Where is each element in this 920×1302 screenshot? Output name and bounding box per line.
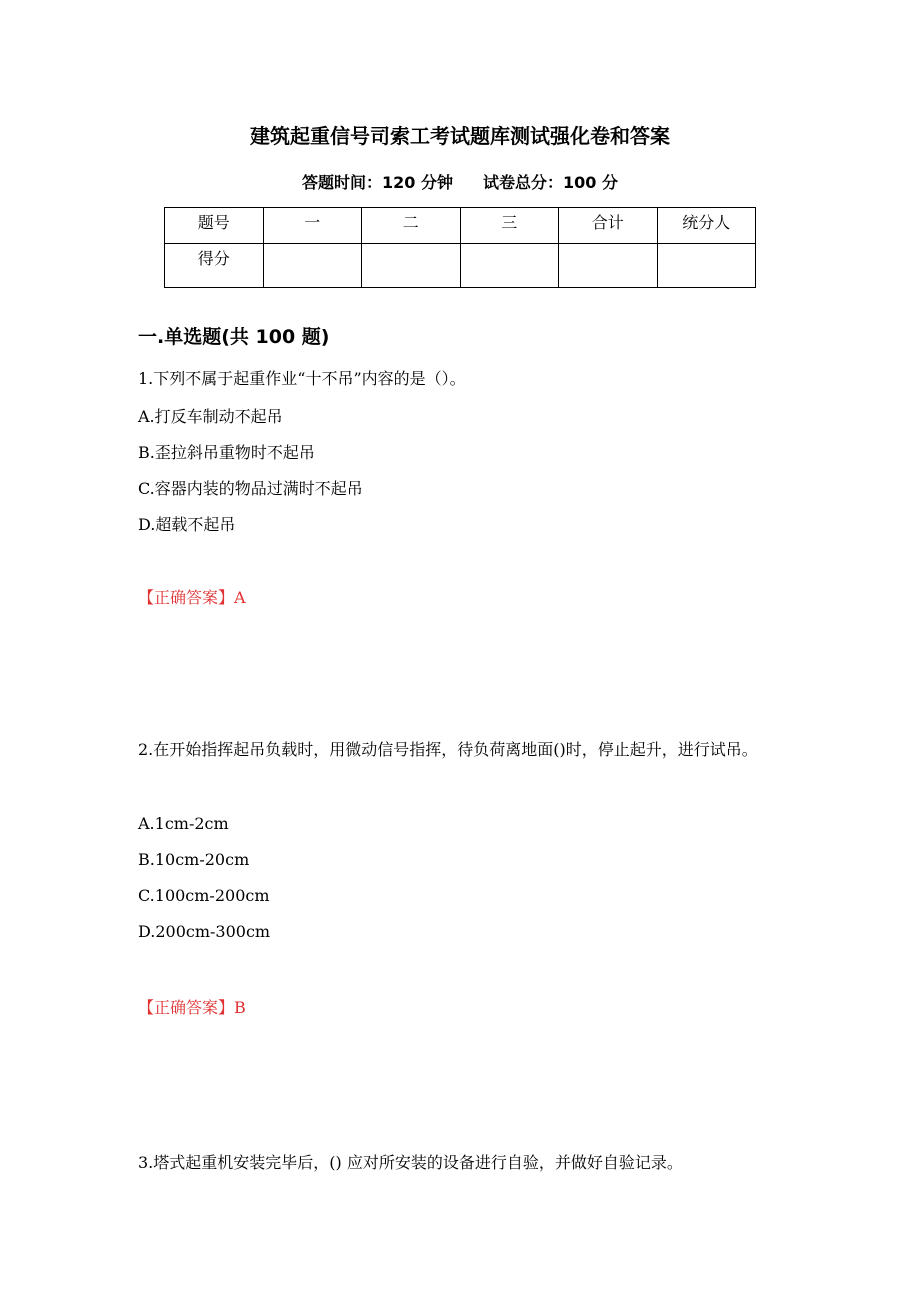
question-2-option-c: C.100cm-200cm	[138, 886, 270, 905]
header-cell: 题号	[165, 208, 264, 244]
question-1-option-b: B.歪拉斜吊重物时不起吊	[138, 443, 315, 462]
section-title: 一.单选题(共 100 题)	[138, 326, 330, 348]
header-cell: 三	[460, 208, 559, 244]
header-cell: 一	[263, 208, 362, 244]
score-table-score-row	[165, 244, 756, 288]
exam-info	[0, 170, 920, 193]
question-1-option-a: A.打反车制动不起吊	[138, 407, 283, 426]
score-cell	[657, 244, 756, 288]
question-2-option-b: B.10cm-20cm	[138, 850, 250, 869]
question-2-option-a: A.1cm-2cm	[138, 814, 229, 833]
question-1-option-c: C.容器内装的物品过满时不起吊	[138, 479, 363, 498]
document-title: 建筑起重信号司索工考试题库测试强化卷和答案	[250, 124, 670, 148]
exam-time: 答题时间：120 分钟	[302, 173, 453, 192]
score-table	[164, 207, 756, 288]
question-1-option-d: D.超载不起吊	[138, 515, 236, 534]
header-cell: 统分人	[657, 208, 756, 244]
score-table-header-row	[165, 208, 756, 244]
score-cell	[263, 244, 362, 288]
score-row-label: 得分	[165, 244, 264, 288]
question-2-option-d: D.200cm-300cm	[138, 922, 271, 941]
score-cell	[460, 244, 559, 288]
question-2-answer: 【正确答案】B	[138, 998, 246, 1017]
question-1-answer: 【正确答案】A	[138, 588, 246, 607]
question-2: 2.在开始指挥起吊负载时，用微动信号指挥，待负荷离地面()时，停止起升，进行试吊。	[138, 740, 758, 759]
question-3: 3.塔式起重机安装完毕后，() 应对所安装的设备进行自验，并做好自验记录。	[138, 1153, 683, 1172]
question-1: 1.下列不属于起重作业“十不吊”内容的是（）。	[138, 369, 466, 388]
exam-total-score: 试卷总分：100 分	[483, 173, 618, 192]
score-cell	[559, 244, 658, 288]
header-cell: 二	[362, 208, 461, 244]
header-cell: 合计	[559, 208, 658, 244]
score-cell	[362, 244, 461, 288]
